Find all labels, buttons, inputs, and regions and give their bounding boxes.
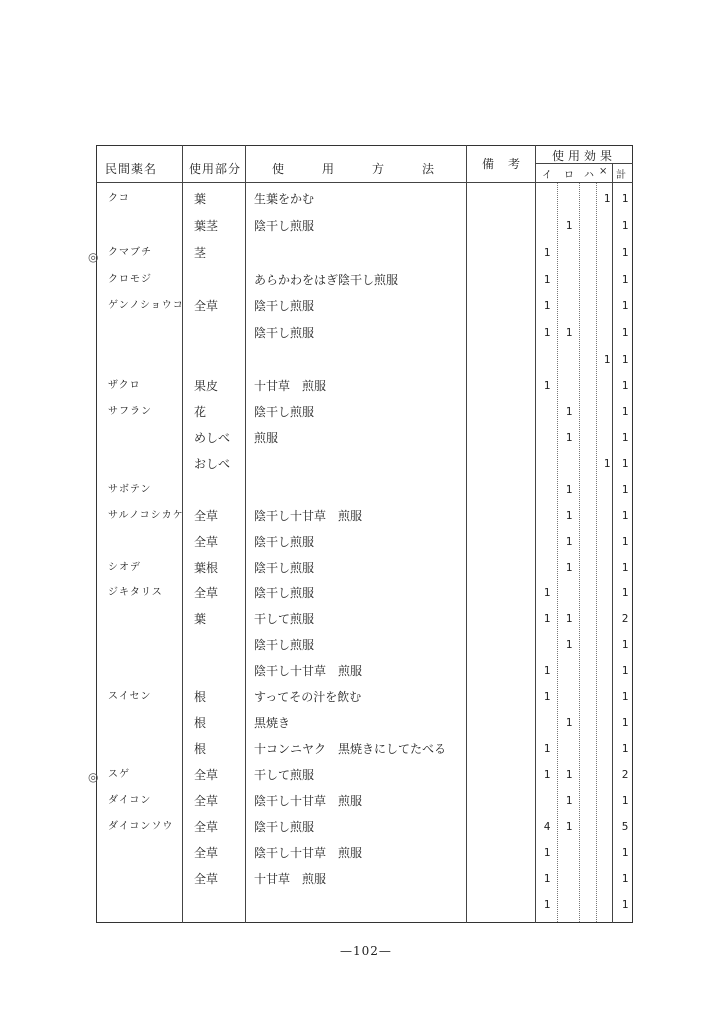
cell-name: クコ [108,193,130,204]
header-sub-x: × [599,166,608,177]
table-row [96,555,633,581]
table-row [96,606,633,632]
cell-total: 1 [621,509,629,522]
cell-ro: 1 [565,820,573,833]
cell-part: 葉茎 [194,219,219,233]
cell-name: スイセン [108,691,152,702]
cell-method: 陰干し十甘草 煎服 [254,846,363,860]
cell-ro: 1 [565,794,573,807]
cell-i: 1 [543,664,551,677]
cell-name: サフラン [108,406,152,417]
cell-i: 1 [543,872,551,885]
header-method: 使用方法 [272,162,473,176]
cell-total: 1 [621,299,629,312]
cell-total: 1 [621,431,629,444]
cell-name: ダイコンソウ [108,821,174,832]
table-row [96,347,633,373]
cell-method: 生葉をかむ [254,192,315,206]
cell-part: 全草 [194,768,219,782]
cell-method: 十甘草 煎服 [254,872,327,886]
cell-i: 1 [543,846,551,859]
cell-part: 花 [194,405,207,419]
cell-part: 全草 [194,846,219,860]
table-row [96,186,633,212]
cell-method: 十甘草 煎服 [254,379,327,393]
cell-total: 1 [621,457,629,470]
cell-method: 陰干し煎服 [254,326,315,340]
cell-total: 1 [621,483,629,496]
cell-ro: 1 [565,612,573,625]
cell-name: ダイコン [108,795,152,806]
table-row [96,529,633,555]
cell-i: 1 [543,690,551,703]
cell-part: 全草 [194,509,219,523]
table-row [96,892,633,918]
cell-part: 葉 [194,612,207,626]
cell-i: 4 [543,820,551,833]
cell-name: サボテン [108,484,152,495]
table-row [96,710,633,736]
cell-total: 1 [621,561,629,574]
cell-ro: 1 [565,768,573,781]
cell-name: サルノコシカケ [108,510,184,521]
cell-i: 1 [543,246,551,259]
cell-part: 全草 [194,872,219,886]
cell-part: 根 [194,742,207,756]
cell-i: 1 [543,768,551,781]
header-sub-ha: ハ [584,170,594,181]
cell-i: 1 [543,273,551,286]
cell-name: シオデ [108,562,141,573]
header-sub-total: 計 [616,170,626,181]
cell-total: 1 [621,742,629,755]
cell-method: 干して煎服 [254,612,315,626]
cell-ro: 1 [565,638,573,651]
cell-method: 陰干し十甘草 煎服 [254,794,363,808]
cell-total: 1 [621,638,629,651]
table-row [96,503,633,529]
cell-total: 1 [621,219,629,232]
cell-part: 茎 [194,246,207,260]
table-row [96,632,633,658]
cell-method: 陰干し煎服 [254,219,315,233]
cell-x: 1 [603,353,611,366]
table-row [96,213,633,239]
cell-i: 1 [543,379,551,392]
table-row [96,293,633,319]
cell-method: 陰干し十甘草 煎服 [254,509,363,523]
table-row [96,477,633,503]
table-row [96,658,633,684]
cell-part: 全草 [194,820,219,834]
cell-method: あらかわをはぎ陰干し煎服 [254,273,399,287]
cell-method: 陰干し煎服 [254,561,315,575]
cell-method: 陰干し煎服 [254,535,315,549]
cell-total: 1 [621,586,629,599]
cell-x: 1 [603,457,611,470]
cell-total: 1 [621,664,629,677]
table-row [96,373,633,399]
table-row [96,320,633,346]
cell-method: 陰干し煎服 [254,820,315,834]
cell-name: クマブチ [108,247,152,258]
cell-total: 1 [621,326,629,339]
cell-i: 1 [543,742,551,755]
cell-ro: 1 [565,483,573,496]
cell-part: おしべ [194,457,231,471]
header-sub-ro: ロ [564,170,574,181]
cell-i: 1 [543,586,551,599]
margin-mark: ◎ [88,770,99,784]
table-row [96,866,633,892]
table-row [96,814,633,840]
table-row [96,451,633,477]
cell-total: 1 [621,192,629,205]
cell-method: 陰干し煎服 [254,586,315,600]
cell-method: 干して煎服 [254,768,315,782]
cell-total: 2 [621,768,629,781]
cell-name: スゲ [108,769,130,780]
cell-method: 煎服 [254,431,279,445]
cell-part: 葉 [194,192,207,206]
table-row [96,425,633,451]
cell-part: 根 [194,716,207,730]
cell-total: 1 [621,246,629,259]
cell-method: 陰干し煎服 [254,638,315,652]
cell-part: 全草 [194,299,219,313]
cell-total: 1 [621,535,629,548]
table-row [96,684,633,710]
cell-ro: 1 [565,219,573,232]
cell-ro: 1 [565,561,573,574]
table-row [96,240,633,266]
cell-x: 1 [603,192,611,205]
cell-i: 1 [543,326,551,339]
cell-ro: 1 [565,431,573,444]
cell-total: 1 [621,716,629,729]
table-row [96,267,633,293]
header-rule [96,182,633,183]
cell-total: 1 [621,690,629,703]
cell-total: 2 [621,612,629,625]
table-row [96,762,633,788]
cell-ro: 1 [565,326,573,339]
header-name: 民間薬名 [105,162,158,176]
cell-total: 5 [621,820,629,833]
cell-total: 1 [621,846,629,859]
cell-part: 全草 [194,794,219,808]
cell-total: 1 [621,898,629,911]
cell-ro: 1 [565,405,573,418]
table-row [96,840,633,866]
cell-ro: 1 [565,716,573,729]
header-sub-i: イ [542,170,552,181]
cell-total: 1 [621,353,629,366]
cell-part: 全草 [194,535,219,549]
cell-method: 十コンニヤク 黒焼きにしてたべる [254,742,447,756]
cell-i: 1 [543,898,551,911]
header-part: 使用部分 [189,162,242,176]
cell-total: 1 [621,405,629,418]
cell-method: すってその汁を飲む [254,690,362,704]
cell-i: 1 [543,299,551,312]
cell-name: ジキタリス [108,587,163,598]
cell-ro: 1 [565,535,573,548]
table-row [96,399,633,425]
cell-method: 陰干し煎服 [254,405,315,419]
cell-total: 1 [621,379,629,392]
header-effect: 使用効果 [552,149,617,163]
cell-i: 1 [543,612,551,625]
table-row [96,736,633,762]
cell-name: ゲンノショウコ [108,300,184,311]
cell-part: めしべ [194,431,231,445]
cell-method: 黒焼き [254,716,291,730]
table-row [96,788,633,814]
margin-mark: ◎ [88,250,99,264]
cell-total: 1 [621,273,629,286]
cell-part: 根 [194,690,207,704]
cell-method: 陰干し煎服 [254,299,315,313]
table-row [96,580,633,606]
page-number: —102— [340,944,392,958]
cell-total: 1 [621,872,629,885]
cell-total: 1 [621,794,629,807]
cell-name: クロモジ [108,274,152,285]
header-notes: 備考 [482,157,535,171]
cell-part: 葉根 [194,561,219,575]
cell-name: ザクロ [108,380,141,391]
cell-ro: 1 [565,509,573,522]
cell-part: 全草 [194,586,219,600]
cell-method: 陰干し十甘草 煎服 [254,664,363,678]
cell-part: 果皮 [194,379,219,393]
